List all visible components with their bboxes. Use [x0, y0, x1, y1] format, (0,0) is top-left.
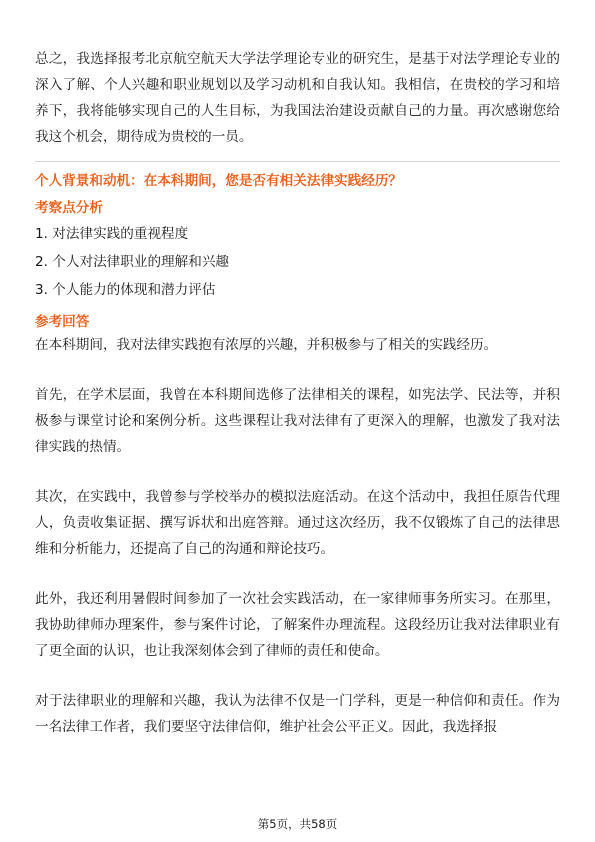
analysis-title: 考察点分析	[35, 200, 103, 216]
analysis-item: 1. 对法律实践的重视程度	[35, 226, 189, 242]
answer-paragraph: 其次，在实践中，我曾参与学校举办的模拟法庭活动。在这个活动中，我担任原告代理人，负责收集证据、撰写诉状和出庭答辩。通过这次经历，我不仅锻炼了自己的法律思维和分析能力，还提高了自己的沟通和辩论技巧。	[35, 489, 560, 557]
page-footer: 第5页，共58页	[257, 817, 338, 831]
analysis-list	[35, 220, 560, 304]
analysis-item: 3. 个人能力的体现和潜力评估	[35, 282, 216, 298]
analysis-item: 2. 个人对法律职业的理解和兴趣	[35, 254, 230, 270]
answer-title: 参考回答	[35, 314, 90, 330]
intro-paragraph: 总之，我选择报考北京航空航天大学法学理论专业的研究生，是基于对法学理论专业的深入了解、个人兴趣和职业规划以及学习动机和自我认知。我相信，在贵校的学习和培养下，我将能够实现自己的人生目标，为我国法治建设贡献自己的力量。再次感谢您给我这个机会，期待成为贵校的一员。	[35, 51, 560, 145]
answer-paragraph: 在本科期间，我对法律实践抱有浓厚的兴趣，并积极参与了相关的实践经历。	[35, 337, 498, 353]
answer-paragraph: 对于法律职业的理解和兴趣，我认为法律不仅是一门学科，更是一种信仰和责任。作为一名法律工作者，我们要坚守法律信仰，维护社会公平正义。因此，我选择报	[35, 693, 560, 735]
answer-paragraph: 首先，在学术层面，我曾在本科期间选修了法律相关的课程，如宪法学、民法等，并积极参与课堂讨论和案例分析。这些课程让我对法律有了更深入的理解，也激发了我对法律实践的热情。	[35, 387, 560, 455]
question-heading: 个人背景和动机：在本科期间，您是否有相关法律实践经历？	[35, 173, 403, 189]
answer-paragraph: 此外，我还利用暑假时间参加了一次社会实践活动，在一家律师事务所实习。在那里，我协助律师办理案件，参与案件讨论，了解案件办理流程。这段经历让我对法律职业有了更全面的认识，也让我深刻体会到了律师的责任和使命。	[35, 591, 560, 659]
section-divider	[35, 161, 560, 162]
document-page	[35, 46, 560, 740]
